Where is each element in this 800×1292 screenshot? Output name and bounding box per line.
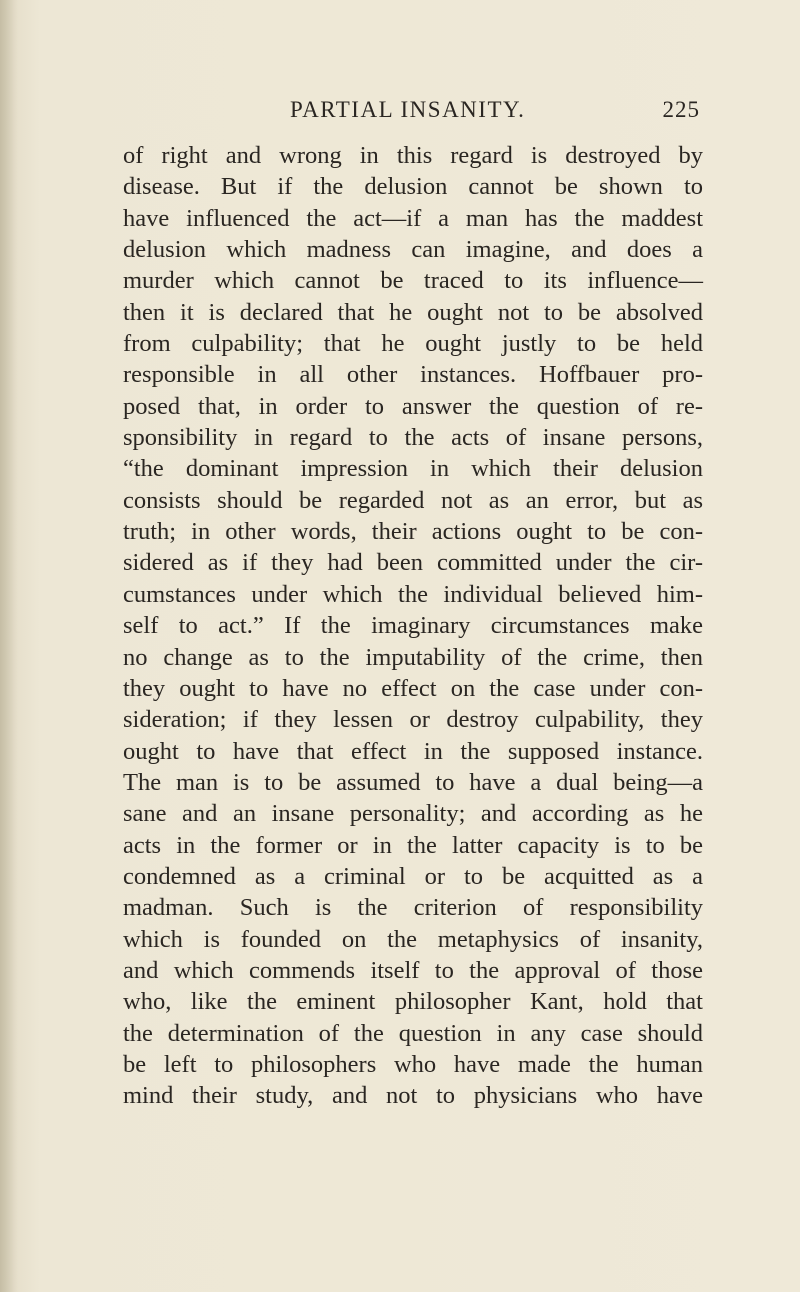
running-head	[120, 93, 700, 127]
text-line: responsible in all other instances. Hoffbauer pro-	[123, 361, 703, 389]
text-line: have influenced the act—if a man has the maddest	[123, 204, 703, 232]
text-line: “the dominant impression in which their delusion	[123, 455, 703, 483]
text-line: of right and wrong in this regard is destroyed by	[123, 142, 703, 169]
gutter-shadow	[0, 0, 18, 1292]
text-line: which is founded on the metaphysics of insanity,	[123, 925, 703, 953]
text-line: sane and an insane personality; and according as he	[123, 800, 703, 828]
text-line: condemned as a criminal or to be acquitted as a	[123, 862, 703, 890]
text-line: sideration; if they lessen or destroy culpability, they	[123, 706, 703, 734]
text-line: sidered as if they had been committed under the cir-	[123, 549, 703, 577]
text-line: The man is to be assumed to have a dual being—a	[123, 768, 703, 796]
text-line: mind their study, and not to physicians who have	[123, 1082, 703, 1110]
text-line: who, like the eminent philosopher Kant, hold that	[123, 988, 703, 1016]
text-line: the determination of the question in any case should	[123, 1019, 703, 1047]
page-number: 225	[662, 97, 700, 122]
text-line: murder which cannot be traced to its influence—	[123, 267, 703, 295]
text-line: self to act.” If the imaginary circumstances make	[123, 612, 703, 640]
text-line: madman. Such is the criterion of responsibility	[123, 894, 703, 922]
text-line: be left to philosophers who have made the human	[123, 1050, 703, 1078]
text-line: sponsibility in regard to the acts of insane persons,	[123, 424, 703, 452]
body-text	[123, 140, 703, 1112]
text-line: from culpability; that he ought justly to be held	[123, 330, 703, 358]
text-line: disease. But if the delusion cannot be shown to	[123, 173, 703, 201]
text-line: cumstances under which the individual believed him-	[123, 580, 703, 608]
text-line: then it is declared that he ought not to be absolved	[123, 298, 703, 326]
text-line: they ought to have no effect on the case under con-	[123, 674, 703, 702]
running-title: PARTIAL INSANITY.	[290, 97, 526, 122]
text-line: posed that, in order to answer the question of re-	[123, 392, 703, 420]
text-line: and which commends itself to the approval of those	[123, 956, 703, 984]
text-line: acts in the former or in the latter capacity is to be	[123, 831, 703, 859]
text-line: delusion which madness can imagine, and does a	[123, 236, 703, 264]
text-line: no change as to the imputability of the crime, then	[123, 643, 703, 671]
text-line: ought to have that effect in the supposed instance.	[123, 737, 703, 765]
text-line: consists should be regarded not as an error, but as	[123, 486, 703, 514]
text-line: truth; in other words, their actions ought to be con-	[123, 518, 703, 546]
